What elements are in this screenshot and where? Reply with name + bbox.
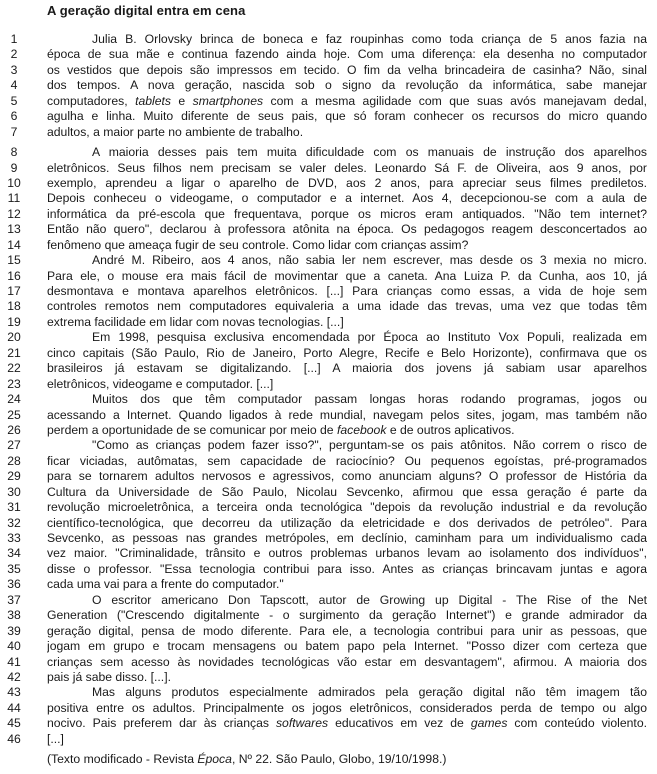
- text-line: [0, 485, 657, 500]
- text-line: [0, 516, 657, 531]
- line-number: 21: [7, 345, 21, 360]
- line-number: 29: [7, 469, 21, 484]
- line-number: 30: [7, 484, 21, 499]
- line-number: 41: [7, 654, 21, 669]
- text-line: [0, 639, 657, 654]
- text-line: [0, 531, 657, 546]
- line-number: 17: [7, 284, 21, 298]
- line-number: 4: [10, 78, 18, 93]
- text-line: [0, 732, 657, 747]
- line-text: cada uma vai para a frente do computador.": [47, 577, 284, 592]
- text-line: [0, 438, 657, 453]
- line-text: André M. Ribeiro, aos 4 anos, não sabia ler nem escrever, mas desde os 3 mexia no micro.: [92, 253, 647, 268]
- line-text: cinco capitais (São Paulo, Rio de Janeiro, Porto Alegre, Recife e Belo Horizonte), confirmava que os: [47, 345, 647, 360]
- line-text: ficar viciadas, autômatas, sem capacidade de raciocínio? Ou pequenos egoístas, pré-programados: [47, 453, 647, 468]
- line-text: para se tornarem adultos nervosos e agressivos, como anunciam alguns? O professor de História da: [47, 469, 647, 484]
- line-number: 36: [7, 577, 21, 592]
- text-line: [0, 716, 657, 731]
- line-number: 2: [10, 47, 18, 62]
- text-line: [0, 330, 657, 345]
- text-line: [0, 562, 657, 577]
- line-text: Para ele, o mouse era mais fácil de movimentar que a caneta. Ana Luiza P. da Cunha, aos 10, já: [47, 268, 647, 283]
- line-text: época de sua mãe e continua fazendo ainda hoje. Com uma diferença: ela desenha no computador: [47, 47, 647, 62]
- line-text: exemplo, aprendeu a ligar o aparelho de DVD, aos 2 anos, para apreciar seus filmes prediletos.: [47, 175, 647, 190]
- text-line: [0, 577, 657, 592]
- line-number: 34: [7, 546, 21, 561]
- line-number: 9: [10, 160, 18, 175]
- text-line: [0, 269, 657, 284]
- line-text-part: e: [170, 93, 193, 108]
- line-number: 20: [7, 330, 21, 345]
- text-line: [0, 145, 657, 160]
- line-text: vez maior. "Criminalidade, trânsito e outros problemas urbanos levam ao isolamento dos indivíduos",: [47, 546, 647, 561]
- line-number: 35: [7, 561, 21, 576]
- line-number: 27: [7, 438, 21, 453]
- text-line: [0, 161, 657, 176]
- line-number: 16: [7, 268, 21, 283]
- line-text: geração digital, pensa de modo diferente. Para ele, a tecnologia contribui para unir as pessoas, que: [47, 623, 647, 638]
- line-text: Em 1998, pesquisa exclusiva encomendada por Época ao Instituto Vox Populi, realizada em: [92, 330, 647, 345]
- line-text: Então não quero", declarou à professora atônita na época. Os pedagogos reagem desconcertados ao: [47, 222, 647, 237]
- line-number: 32: [7, 515, 21, 530]
- line-number: 39: [7, 623, 21, 638]
- line-number: 44: [7, 700, 21, 715]
- text-line: [0, 94, 657, 109]
- line-number: 13: [7, 222, 21, 237]
- line-number: 5: [10, 93, 18, 108]
- line-number: 24: [7, 392, 21, 407]
- line-number: 38: [7, 608, 21, 623]
- text-line: [0, 125, 657, 140]
- line-number: 45: [7, 716, 21, 731]
- italic-term: tablets: [135, 93, 171, 108]
- text-line: [0, 377, 657, 392]
- line-text: [47, 94, 647, 109]
- line-text: "Como as crianças podem fazer isso?", perguntam-se os pais atônitos. Não correm o risco de: [92, 438, 647, 453]
- source-magazine-name: Época: [197, 752, 232, 766]
- text-line: [0, 222, 657, 237]
- text-line: [0, 608, 657, 623]
- line-text: disse o professor. "Essa tecnologia contribui para isso. Antes as crianças brincavam juntas e agora: [47, 561, 647, 576]
- line-text: Sevcenko, as pessoas nas grandes metrópoles, em declínio, caminham para um individualismo cada: [47, 531, 647, 545]
- line-text: jogam em grupo e trocam mensagens ou batem papo pela Internet. "Posso dizer com certeza que: [47, 639, 647, 654]
- line-text: acessando a Internet. Quando ligados à rede mundial, navegam pelos sites, jogam, mas também não: [47, 407, 647, 422]
- text-line: [0, 454, 657, 469]
- line-number: 14: [7, 237, 21, 252]
- line-text: agulha e linha. Muito diferente de seus pais, que só foram conhecer os recursos do micro quando: [47, 109, 647, 124]
- text-line: [0, 78, 657, 93]
- text-line: [0, 176, 657, 191]
- numbered-text-body: [0, 32, 657, 747]
- line-text: A maioria desses pais tem muita dificuldade com os manuais de instrução dos aparelhos: [92, 145, 647, 160]
- line-text-part: com a mesma agilidade com que suas avós manejavam dedal,: [263, 93, 647, 108]
- text-line: [0, 655, 657, 670]
- line-text: adultos, a maior parte no ambiente de trabalho.: [47, 124, 304, 139]
- line-number: 23: [7, 376, 21, 391]
- line-number: 15: [7, 253, 21, 268]
- line-number: 19: [7, 314, 21, 329]
- line-text: controles remotos nem computadores equivaleria a uma idade das trevas, uma vez que todas têm: [47, 299, 647, 314]
- text-line: [0, 361, 657, 376]
- line-text: revolução microeletrônica, a terceira onda tecnológica "depois da revolução industrial e da revolução: [47, 500, 647, 515]
- line-number: 18: [7, 299, 21, 314]
- line-number: 11: [7, 191, 21, 206]
- line-number: 26: [7, 422, 21, 437]
- line-text-part: computadores,: [47, 93, 136, 108]
- line-number: 37: [7, 592, 21, 607]
- text-line: [0, 701, 657, 716]
- text-line: [0, 685, 657, 700]
- text-line: [0, 284, 657, 299]
- line-text-part: e de outros aplicativos.: [386, 422, 515, 437]
- line-number: 46: [7, 731, 21, 746]
- line-text: Muitos dos que têm computador passam longas horas rodando programas, jogos ou: [92, 392, 647, 407]
- text-line: [0, 238, 657, 253]
- line-number: 43: [7, 685, 21, 700]
- text-line: [0, 346, 657, 361]
- line-text: extrema facilidade em lidar com novas tecnologias. [...]: [47, 314, 344, 329]
- line-number: 8: [10, 145, 18, 160]
- line-text: [47, 716, 647, 731]
- text-line: [0, 207, 657, 222]
- line-number: 7: [10, 124, 18, 139]
- text-line: [0, 408, 657, 423]
- line-text-part: nocivo. Pais preferem dar às crianças: [47, 716, 276, 731]
- line-text: dos tempos. A nova geração, nascida sob o signo da revolução da informática, sabe manejar: [47, 78, 647, 93]
- line-text: Cultura da Universidade de São Paulo, Nicolau Sevcenko, afirmou que essa geração é parte da: [47, 484, 647, 499]
- text-line: [0, 47, 657, 62]
- italic-term: games: [470, 716, 508, 731]
- line-text: O escritor americano Don Tapscott, autor de Growing up Digital - The Rise of the Net: [92, 592, 647, 607]
- line-text: informática da pré-escola que frequentava, porque os micros eram antiquados. "Não tem internet?: [47, 206, 647, 221]
- line-text: desmontava e montava aparelhos eletrônicos. [...] Para crianças como essas, a vida de hoje sem: [47, 284, 647, 298]
- text-line: [0, 32, 657, 47]
- line-number: 1: [10, 32, 18, 46]
- text-line: [0, 546, 657, 561]
- italic-term: softwares: [275, 716, 329, 731]
- line-text: pais já sabe disso. [...].: [47, 669, 171, 684]
- text-line: [0, 315, 657, 330]
- text-line: [0, 624, 657, 639]
- line-text: científico-tecnológica, que decorreu da utilização da eletricidade e dos derivados de petróleo". Para: [47, 515, 647, 530]
- line-number: 6: [10, 109, 18, 124]
- line-text: [...]: [47, 731, 64, 746]
- line-number: 40: [7, 639, 21, 654]
- line-text: fenômeno que ameaça fugir de seu controle. Como lidar com crianças assim?: [47, 237, 469, 252]
- line-text: eletrônicos. Seus filhos nem precisam se valer deles. Leonardo Sá F. de Oliveira, aos 9 anos, por: [47, 160, 647, 175]
- line-number: 42: [7, 669, 21, 684]
- text-line: [0, 500, 657, 515]
- line-text: eletrônicos, videogame e computador. [...]: [47, 376, 274, 391]
- line-text: os vestidos que depois são impressos em tecido. O fim da velha brincadeira de casinha? Não, sinal: [47, 62, 647, 77]
- text-line: [0, 670, 657, 685]
- italic-term: smartphones: [192, 93, 264, 108]
- source-citation: [47, 752, 446, 766]
- document-title: A geração digital entra em cena: [47, 3, 246, 18]
- source-suffix: , Nº 22. São Paulo, Globo, 19/10/1998.): [231, 752, 447, 766]
- source-prefix: (Texto modificado - Revista: [47, 752, 198, 766]
- line-text-part: educativos em vez de: [328, 716, 471, 731]
- line-text: Depois conheceu o videogame, o computador e a internet. Aos 4, decepcionou-se com a aula de: [47, 191, 647, 206]
- text-line: [0, 423, 657, 438]
- line-text: Julia B. Orlovsky brinca de boneca e faz roupinhas como toda criança de 5 anos fazia na: [92, 32, 647, 46]
- italic-term: facebook: [336, 422, 387, 437]
- line-number: 10: [7, 175, 21, 190]
- line-text: crianças sem acesso às novidades tecnológicas vão estar em desvantagem", afirmou. A maioria dos: [47, 654, 647, 669]
- line-text-part: perdem a oportunidade de se comunicar por meio de: [47, 422, 337, 437]
- text-line: [0, 109, 657, 124]
- line-text-part: com conteúdo violento.: [507, 716, 647, 731]
- line-text: [47, 423, 647, 438]
- text-line: [0, 253, 657, 268]
- line-number: 3: [10, 62, 18, 77]
- line-text: positiva entre os adultos. Principalmente os jogos eletrônicos, considerados perda de tempo ou algo: [47, 700, 647, 715]
- line-number: 25: [7, 407, 21, 422]
- line-number: 22: [7, 361, 21, 376]
- text-line: [0, 63, 657, 78]
- text-line: [0, 469, 657, 484]
- line-number: 28: [7, 453, 21, 468]
- line-number: 31: [7, 500, 21, 515]
- text-line: [0, 593, 657, 608]
- text-line: [0, 191, 657, 206]
- line-text: Mas alguns produtos especialmente admirados pela geração digital não têm imagem tão: [92, 685, 647, 700]
- line-number: 12: [7, 206, 21, 221]
- line-text: brasileiros já estavam se digitalizando. [...] A maioria dos jovens já sabiam usar aparelhos: [47, 361, 647, 376]
- text-line: [0, 392, 657, 407]
- line-text: Generation ("Crescendo digitalmente - o surgimento da geração Internet") e grande admirador da: [47, 608, 647, 623]
- line-number: 33: [7, 531, 21, 545]
- text-line: [0, 299, 657, 314]
